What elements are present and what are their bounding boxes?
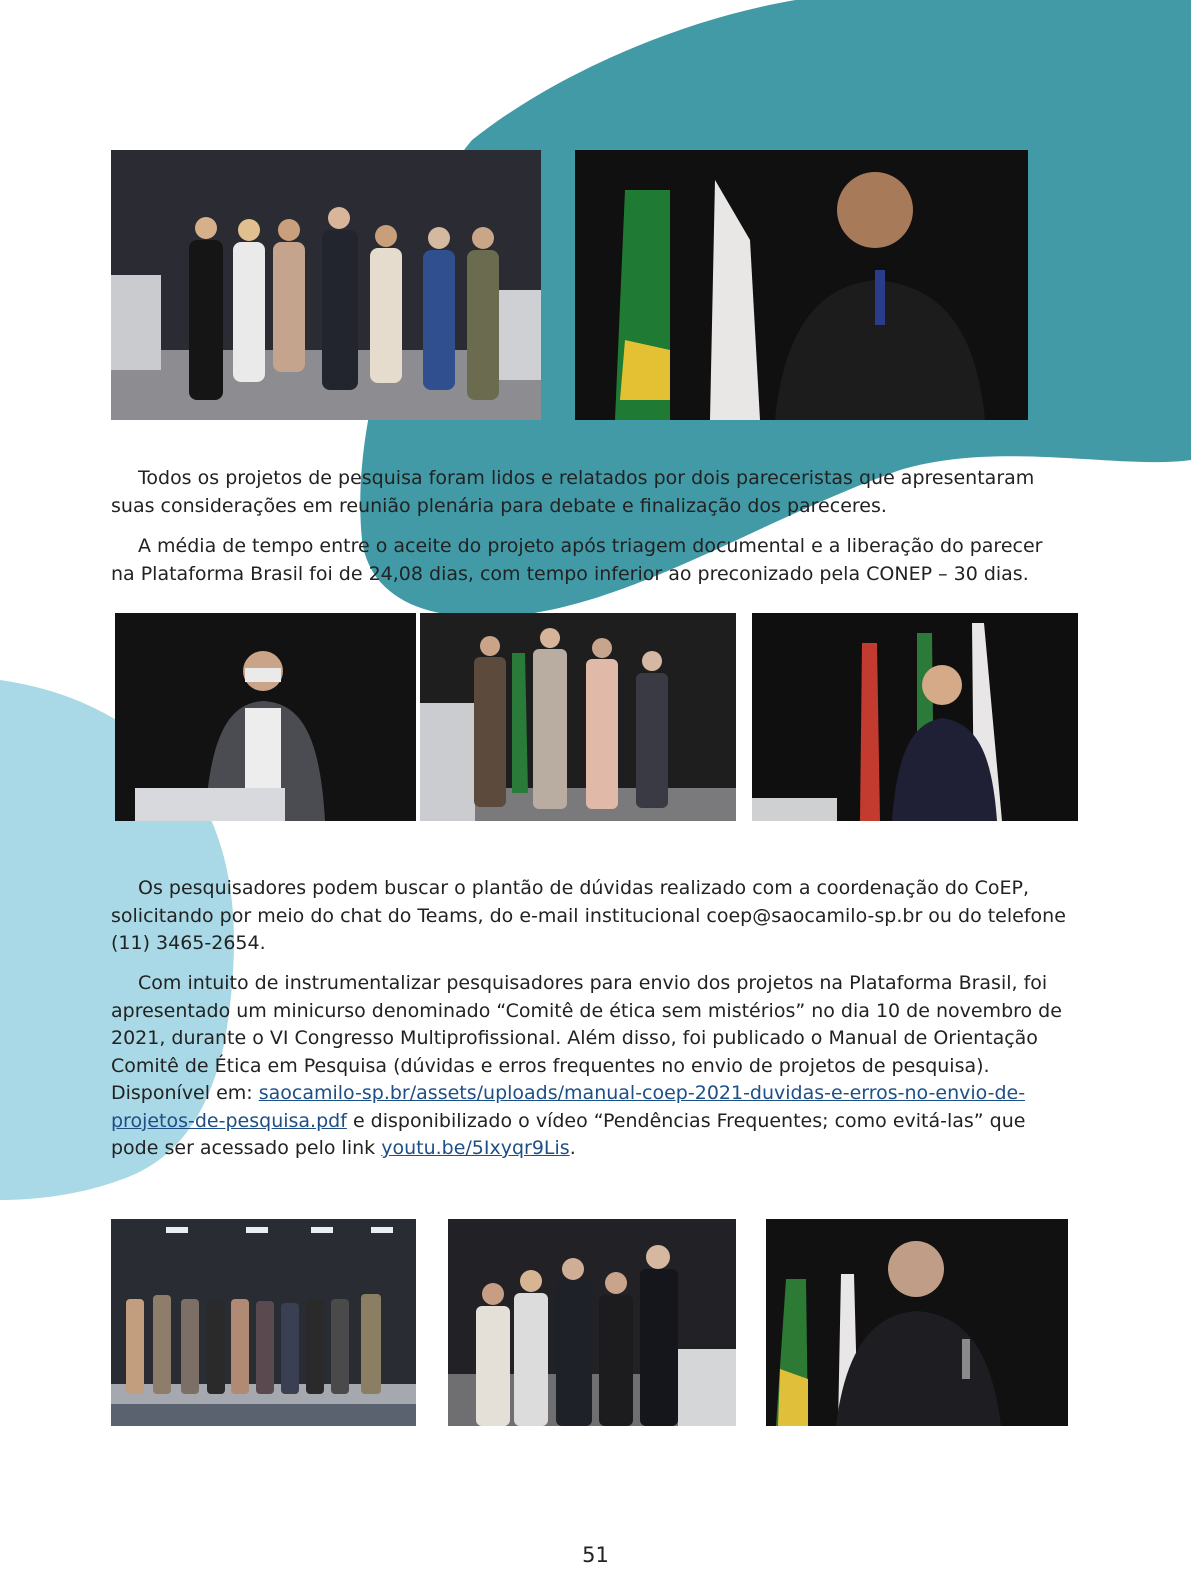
paragraph-support [111, 875, 1071, 958]
paragraph-training-text-2: e disponibilizado o vídeo “Pendências Frequentes; como evitá-las” que pode ser acessado pelo link [111, 1109, 1026, 1159]
paragraph-timing-text: A média de tempo entre o aceite do projeto após triagem documental e a liberação do parecer na Plataforma Brasil foi de 24,08 dias, com tempo inferior ao preconizado pela CONEP – 30 dias. [111, 535, 1043, 585]
paragraph-training-end: . [569, 1137, 576, 1159]
photo-speaker-woman [752, 613, 1078, 821]
photo-group-four [420, 613, 736, 821]
paragraph-review [111, 465, 1071, 520]
video-link[interactable]: youtu.be/5Ixyqr9Lis [381, 1137, 570, 1159]
photo-speaker-man [766, 1219, 1068, 1426]
page-number: 51 [582, 1543, 609, 1567]
photo-group-stage [111, 1219, 416, 1426]
photo-speaker-podium [115, 613, 416, 821]
photo-group-committee [111, 150, 541, 420]
manual-pdf-link[interactable]: saocamilo-sp.br/assets/uploads/manual-coep-2021-duvidas-e-erros-no-envio-de-projetos-de-pesquisa.pdf [111, 1082, 1026, 1132]
paragraph-timing [111, 533, 1071, 588]
paragraph-training-text: Com intuito de instrumentalizar pesquisadores para envio dos projetos na Plataforma Brasil, foi apresentado um minicurso denominado “Comitê de ética sem mistérios” no dia 10 de novembro de 2021, durante o VI Congresso Multiprofissional. Além disso, foi publicado o Manual de Orientação Comitê de Ética em Pesquisa (dúvidas e erros frequentes no envio de projetos de pesquisa). Disponível em: [111, 972, 1062, 1104]
paragraph-review-text: Todos os projetos de pesquisa foram lidos e relatados por dois pareceristas que apresentaram suas considerações em reunião plenária para debate e finalização dos pareceres. [111, 467, 1035, 517]
paragraph-support-text: Os pesquisadores podem buscar o plantão de dúvidas realizado com a coordenação do CoEP, solicitando por meio do chat do Teams, do e-mail institucional coep@saocamilo-sp.br ou do telefone (11) 3465-2654. [111, 877, 1066, 954]
photo-group-five [448, 1219, 736, 1426]
photo-speaker-microphone [575, 150, 1028, 420]
paragraph-training [111, 970, 1071, 1163]
